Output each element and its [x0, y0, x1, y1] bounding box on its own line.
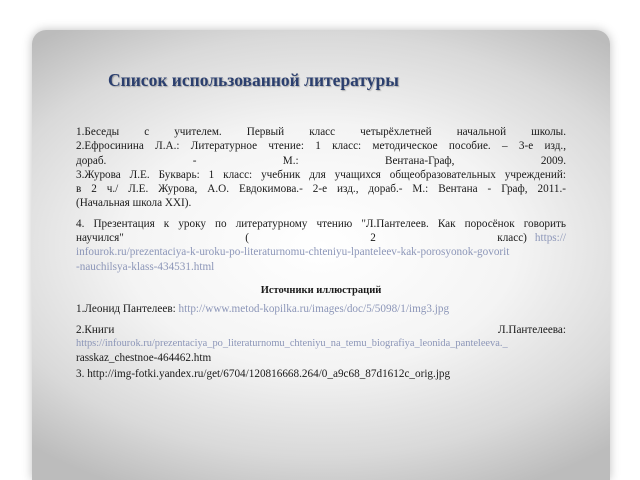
- reference-4-link-start[interactable]: https://: [534, 232, 566, 245]
- reference-3-line-2: в 2 ч./ Л.Е. Журова, А.О. Евдокимова.- 2-е изд., дораб.- М.: Вентана - Граф, 2011.-: [76, 183, 566, 196]
- reference-3-line-3: (Начальная школа XXI).: [76, 197, 192, 210]
- illustration-2-line-1: [76, 323, 566, 337]
- reference-3-line-1: 3.Журова Л.Е. Букварь: 1 класс: учебник для учащихся общеобразовательных учреждений:: [76, 168, 566, 181]
- illustration-1-link[interactable]: http://www.metod-kopilka.ru/images/doc/5/5098/1/img3.jpg: [178, 303, 450, 316]
- illustration-2-link[interactable]: https://infourok.ru/prezentaciya_po_literaturnomu_chteniyu_na_temu_biografiya_leonida_panteleeva._: [76, 337, 508, 349]
- reference-2-line-2: дораб. - М.: Вентана-Граф, 2009.: [76, 154, 566, 167]
- illustrations-heading: Источники иллюстраций: [260, 284, 382, 296]
- illustration-source-1: [76, 302, 566, 316]
- illustration-1-label: 1.Леонид Пантелеев:: [76, 303, 176, 316]
- reference-4-link-line-3[interactable]: -nauchilsya-klass-434531.html: [76, 260, 215, 273]
- reference-4-text: научился" ( 2 класс): [76, 232, 527, 245]
- reference-4-line-1: 4. Презентация к уроку по литературному чтению "Л.Пантелеев. Как поросёнок говорить: [76, 217, 566, 230]
- illustration-2-right: Л.Пантелеева:: [498, 323, 566, 336]
- slide-title: Список использованной литературы: [108, 70, 399, 90]
- reference-list: [76, 125, 566, 211]
- reference-4-line-2: [76, 231, 566, 245]
- illustration-source-2: [76, 323, 566, 366]
- reference-2-line-1: 2.Ефросинина Л.А.: Литературное чтение: 1 класс: методическое пособие. – 3-е изд.,: [76, 140, 566, 153]
- illustration-2-tail: rasskaz_chestnoe-464462.htm: [76, 352, 212, 365]
- reference-4-link-line-2[interactable]: infourok.ru/prezentaciya-k-uroku-po-literaturnomu-chteniyu-lpanteleev-kak-porosyonok-govorit: [76, 246, 510, 259]
- illustration-3[interactable]: 3. http://img-fotki.yandex.ru/get/6704/120816668.264/0_a9c68_87d1612c_orig.jpg: [76, 368, 451, 381]
- reference-1: 1.Беседы с учителем. Первый класс четырёхлетней начальной школы.: [76, 126, 566, 138]
- illustration-2-label: 2.Книги: [76, 323, 115, 336]
- reference-4: [76, 217, 566, 274]
- illustration-source-3: [76, 367, 566, 381]
- references-content: [76, 125, 566, 382]
